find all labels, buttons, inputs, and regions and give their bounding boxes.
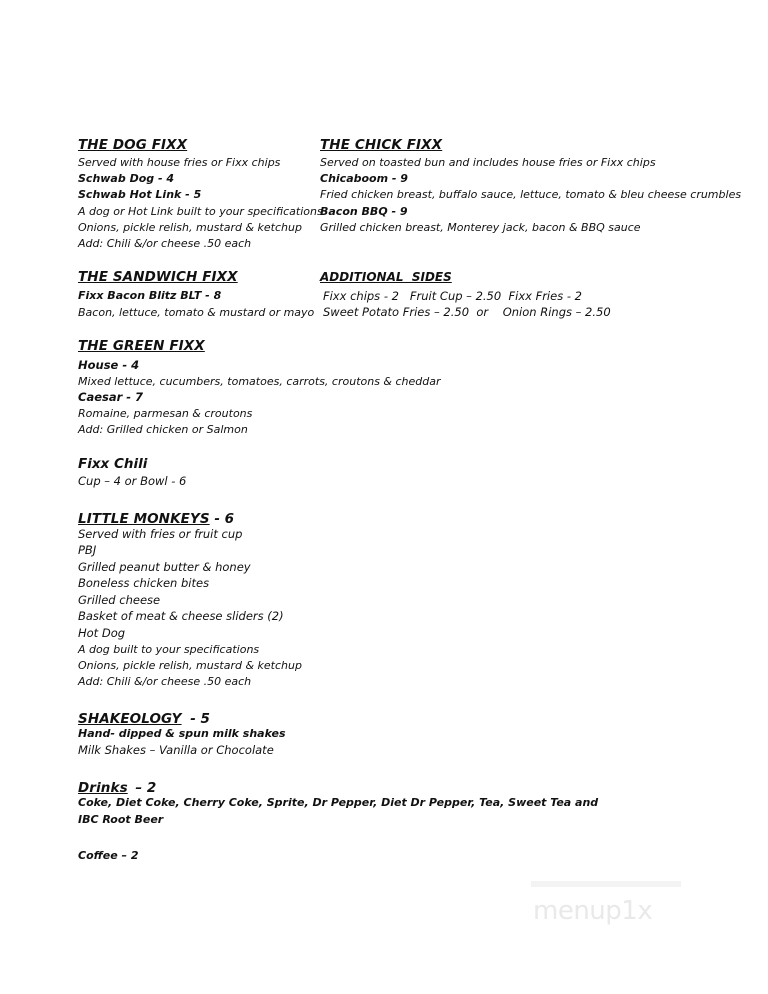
chili-section-title: Fixx Chili <box>78 456 148 472</box>
house-salad-item: House - 4 <box>78 358 140 372</box>
house-salad-description: Mixed lettuce, cucumbers, tomatoes, carrots, croutons & cheddar <box>78 375 441 388</box>
monkeys-item-sliders: Basket of meat & cheese sliders (2) <box>78 609 284 623</box>
monkeys-heading <box>78 508 234 527</box>
drinks-list-line-1: Coke, Diet Coke, Cherry Coke, Sprite, Dr Pepper, Diet Dr Pepper, Tea, Sweet Tea and <box>78 796 599 809</box>
drinks-price: – 2 <box>130 780 157 796</box>
shake-description: Hand- dipped & spun milk shakes <box>78 727 286 740</box>
monkeys-price: - 6 <box>209 511 235 527</box>
monkeys-item-hot-dog: Hot Dog <box>78 626 126 640</box>
chicaboom-description: Fried chicken breast, buffalo sauce, lettuce, tomato & bleu cheese crumbles <box>320 188 742 201</box>
chili-prices: Cup – 4 or Bowl - 6 <box>78 474 187 488</box>
sides-section-title: ADDITIONAL SIDES <box>320 270 452 284</box>
shake-section-title: SHAKEOLOGY <box>78 711 182 727</box>
dog-section-title: THE DOG FIXX <box>78 137 188 153</box>
watermark-logo: menup1x <box>533 896 653 926</box>
monkeys-item-grilled-cheese: Grilled cheese <box>78 593 161 607</box>
sandwich-section-title: THE SANDWICH FIXX <box>78 269 238 285</box>
shake-price: - 5 <box>185 711 210 727</box>
monkeys-item-chicken-bites: Boneless chicken bites <box>78 576 210 590</box>
dog-description: A dog or Hot Link built to your specifications <box>78 205 323 218</box>
monkeys-item-grilled-pb: Grilled peanut butter & honey <box>78 560 251 574</box>
caesar-salad-item: Caesar - 7 <box>78 390 144 404</box>
schwab-dog-item: Schwab Dog - 4 <box>78 172 175 185</box>
coffee-item: Coffee – 2 <box>78 849 139 862</box>
dog-toppings: Onions, pickle relish, mustard & ketchup <box>78 221 302 234</box>
chicaboom-item: Chicaboom - 9 <box>320 172 408 185</box>
drinks-heading <box>78 777 156 796</box>
drinks-list-line-2: IBC Root Beer <box>78 813 164 826</box>
chick-section-title: THE CHICK FIXX <box>320 137 443 153</box>
shake-flavors: Milk Shakes – Vanilla or Chocolate <box>78 743 274 757</box>
bacon-blitz-blt-item: Fixx Bacon Blitz BLT - 8 <box>78 289 222 302</box>
monkeys-item-pbj: PBJ <box>78 543 97 557</box>
schwab-hot-link-item: Schwab Hot Link - 5 <box>78 188 202 201</box>
monkeys-section-title: LITTLE MONKEYS <box>78 511 210 527</box>
bacon-bbq-item: Bacon BBQ - 9 <box>320 205 408 218</box>
salad-addons: Add: Grilled chicken or Salmon <box>78 423 248 436</box>
watermark-line <box>531 881 681 887</box>
blt-description: Bacon, lettuce, tomato & mustard or mayo <box>78 306 315 319</box>
dog-addons: Add: Chili &/or cheese .50 each <box>78 237 252 250</box>
drinks-section-title: Drinks <box>78 780 128 796</box>
monkeys-dog-addons: Add: Chili &/or cheese .50 each <box>78 675 252 688</box>
sides-line-2: Sweet Potato Fries – 2.50 or Onion Rings – 2.50 <box>323 305 611 319</box>
dog-served-note: Served with house fries or Fixx chips <box>78 156 281 169</box>
monkeys-dog-toppings: Onions, pickle relish, mustard & ketchup <box>78 659 302 672</box>
bacon-bbq-description: Grilled chicken breast, Monterey jack, bacon & BBQ sauce <box>320 221 641 234</box>
green-section-title: THE GREEN FIXX <box>78 338 205 354</box>
shake-heading <box>78 708 210 727</box>
sides-line-1: Fixx chips - 2 Fruit Cup – 2.50 Fixx Fries - 2 <box>323 289 582 303</box>
monkeys-dog-description: A dog built to your specifications <box>78 643 260 656</box>
caesar-salad-description: Romaine, parmesan & croutons <box>78 407 253 420</box>
chick-served-note: Served on toasted bun and includes house fries or Fixx chips <box>320 156 656 169</box>
monkeys-served-note: Served with fries or fruit cup <box>78 527 243 541</box>
